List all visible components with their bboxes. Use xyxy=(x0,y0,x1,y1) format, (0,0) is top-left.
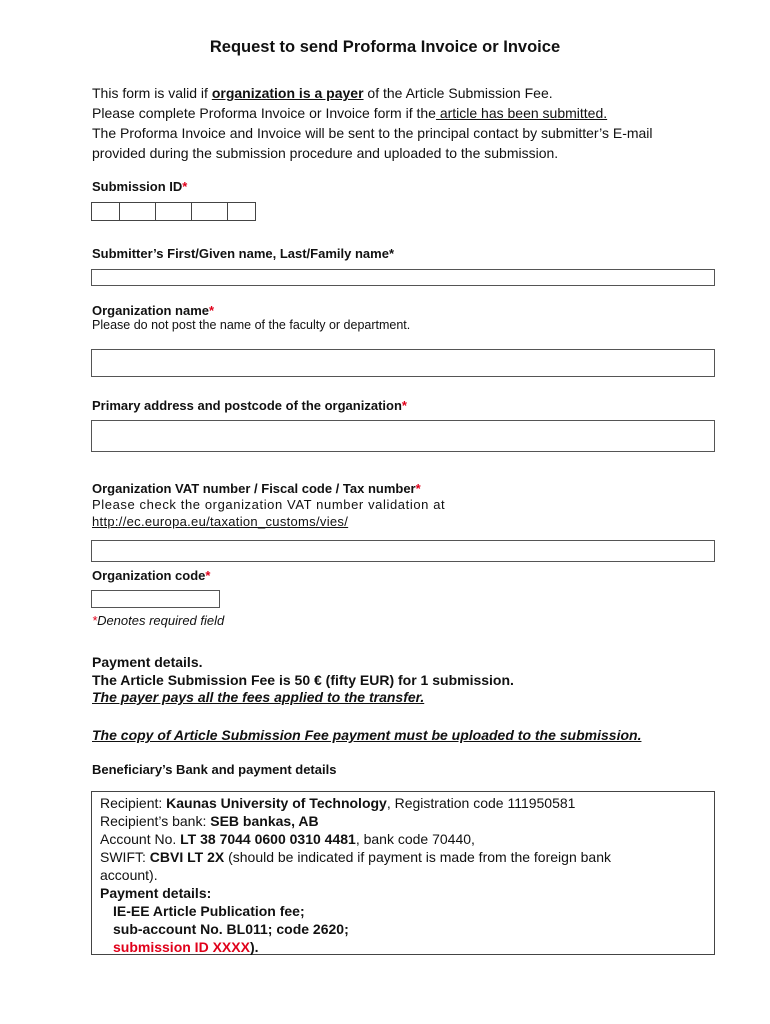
org-name-note: Please do not post the name of the faculty or department. xyxy=(92,318,411,332)
intro-line2-emphasis: article has been submitted. xyxy=(435,105,608,121)
submission-id-cell[interactable] xyxy=(191,202,228,221)
vat-label: Organization VAT number / Fiscal code / Tax number* xyxy=(92,481,421,496)
address-label: Primary address and postcode of the organization* xyxy=(92,398,407,413)
intro-line1-emphasis: organization is a payer xyxy=(211,85,364,101)
payment-heading: Payment details. xyxy=(92,654,203,670)
payment-fee: The Article Submission Fee is 50 € (fifty EUR) for 1 submission. xyxy=(92,672,514,688)
intro-text xyxy=(92,83,732,163)
intro-line1-post: of the Article Submission Fee. xyxy=(363,85,553,101)
intro-line4: provided during the submission procedure and uploaded to the submission. xyxy=(92,145,559,161)
vat-note: Please check the organization VAT number validation at xyxy=(92,497,446,512)
submitter-name-label: Submitter’s First/Given name, Last/Family name* xyxy=(92,246,394,261)
org-name-field[interactable] xyxy=(91,349,715,377)
required-note: *Denotes required field xyxy=(92,613,225,628)
submission-id-input[interactable] xyxy=(91,202,255,221)
address-field[interactable] xyxy=(91,420,715,452)
org-name-label: Organization name* xyxy=(92,303,215,318)
org-code-field[interactable] xyxy=(91,590,220,608)
intro-line2-pre: Please complete Proforma Invoice or Invoice form if the xyxy=(92,105,436,121)
vat-field[interactable] xyxy=(91,540,715,562)
submitter-name-field[interactable] xyxy=(91,269,715,286)
page-title: Request to send Proforma Invoice or Invoice xyxy=(209,38,561,56)
vat-validation-link[interactable]: http://ec.europa.eu/taxation_customs/vies/ xyxy=(92,514,349,529)
submission-id-cell[interactable] xyxy=(155,202,192,221)
bank-heading: Beneficiary’s Bank and payment details xyxy=(92,762,337,777)
payment-payer-fees: The payer pays all the fees applied to the transfer. xyxy=(92,689,425,705)
payment-copy-note: The copy of Article Submission Fee payment must be uploaded to the submission. xyxy=(92,727,642,743)
submission-id-cell[interactable] xyxy=(227,202,256,221)
org-code-label: Organization code* xyxy=(92,568,211,583)
intro-line3: The Proforma Invoice and Invoice will be sent to the principal contact by submitter’s E-mail xyxy=(92,125,653,141)
intro-line1-pre: This form is valid if xyxy=(92,85,212,101)
submission-id-label: Submission ID* xyxy=(92,179,188,194)
submission-id-cell[interactable] xyxy=(119,202,156,221)
submission-id-cell[interactable] xyxy=(91,202,120,221)
bank-details-box: Recipient: Kaunas University of Technology, Registration code 111950581 Recipient’s bank: SEB bankas, AB Account No. LT 38 7044 0600 0310 4481, bank code 70440, SWIFT: CBVI LT 2X (should be indicated if payment is made from the foreign bank account). Payment details: IE-EE Article Publication fee; sub-account No. BL011; code 2620; submission ID XXXX). xyxy=(91,791,715,955)
